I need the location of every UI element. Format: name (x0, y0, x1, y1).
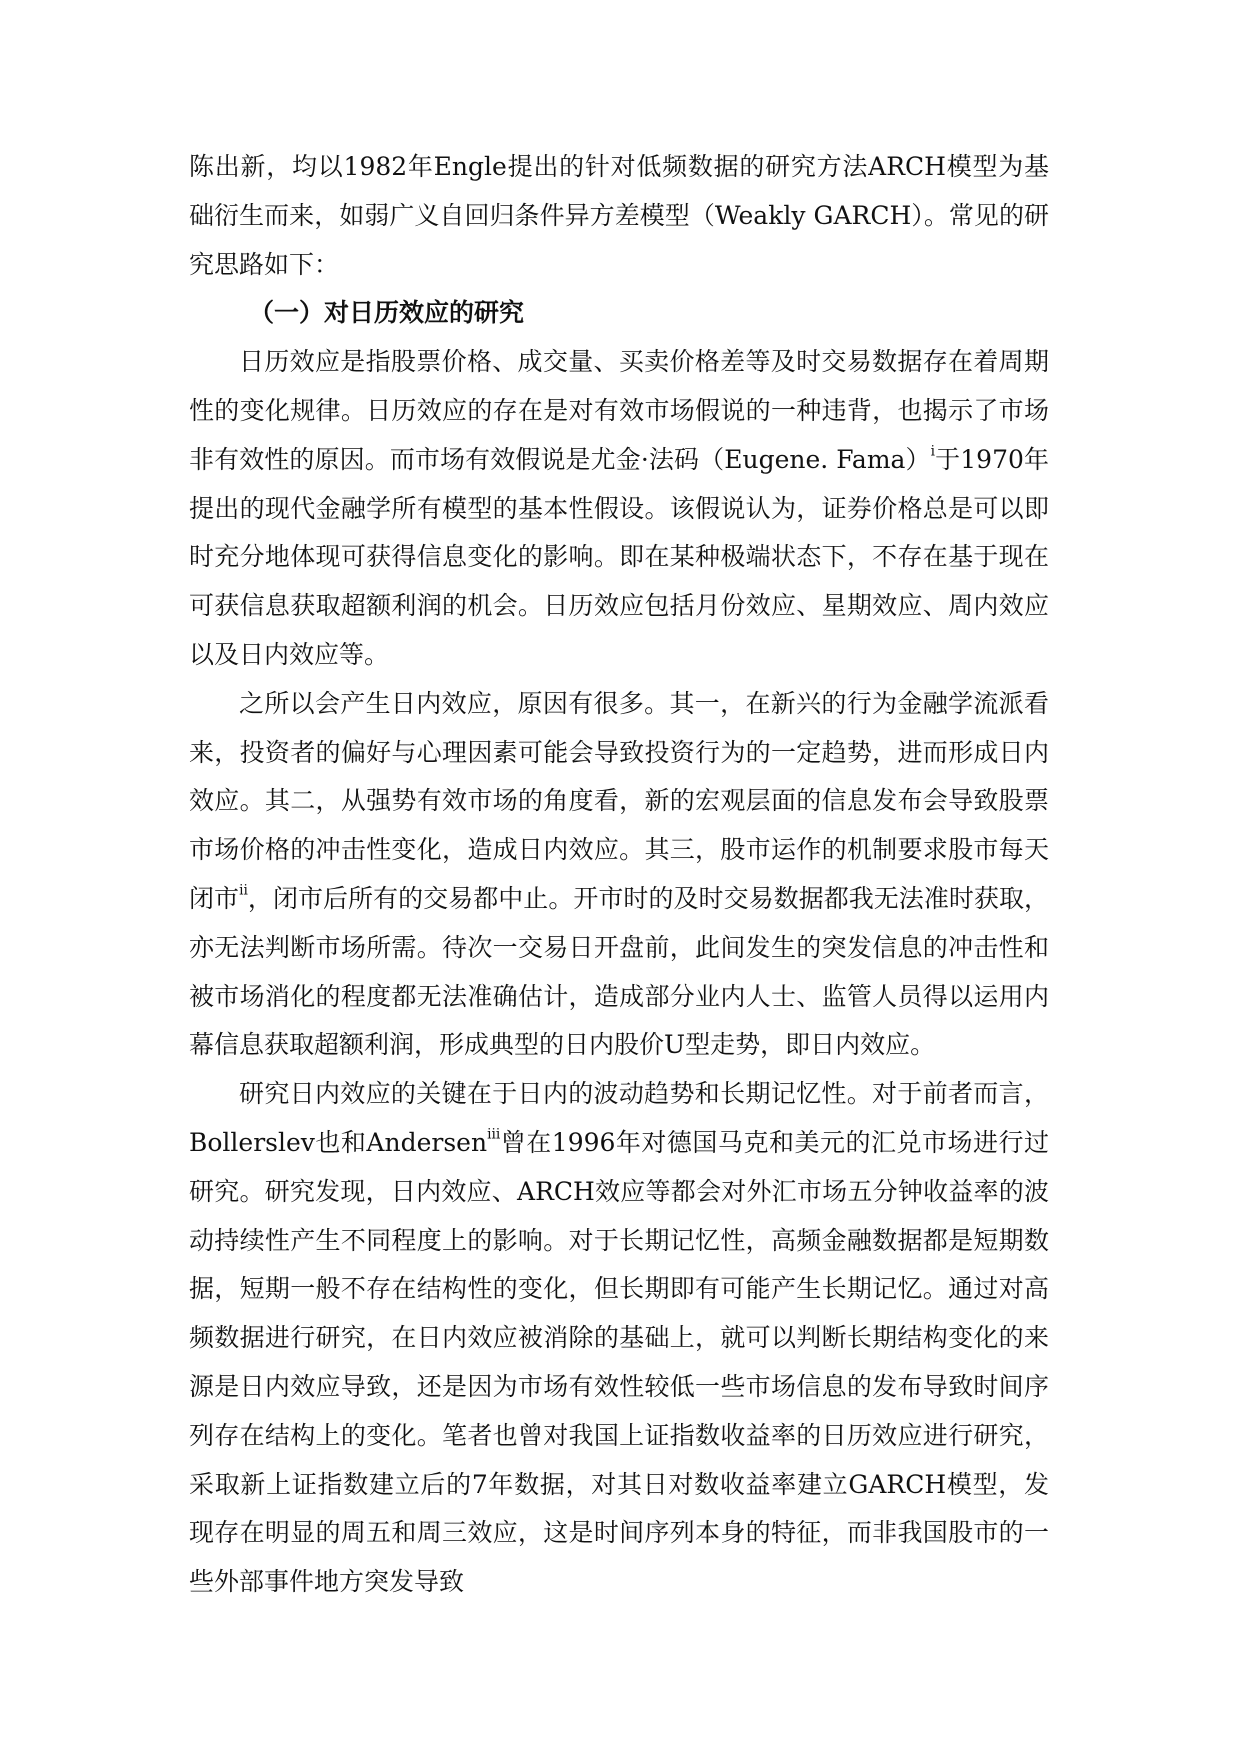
intraday-causes-paragraph (189, 680, 1049, 1070)
footnote-marker: iii (487, 1126, 501, 1143)
paragraph-text: 于1970年提出的现代金融学所有模型的基本性假设。该假说认为，证券价格总是可以即时充分地体现可获得信息变化的影响。即在某种极端状态下，不存在基于现在可获信息获取超额利润的机会。日历效应包括月份效应、星期效应、周内效应以及日内效应等。 (189, 444, 1049, 669)
footnote-marker: i (930, 443, 936, 460)
paragraph-text: 研究日内效应的关键在于日内的波动趋势和长期记忆性。对于前者而言，Bollerslev也和Andersen (189, 1079, 1049, 1157)
continuation-paragraph: 陈出新，均以1982年Engle提出的针对低频数据的研究方法ARCH模型为基础衍生而来，如弱广义自回归条件异方差模型（Weakly GARCH）。常见的研究思路如下： (189, 152, 1049, 279)
document-body (189, 143, 1049, 1607)
paragraph-text: 之所以会产生日内效应，原因有很多。其一，在新兴的行为金融学流派看来，投资者的偏好与心理因素可能会导致投资行为的一定趋势，进而形成日内效应。其二，从强势有效市场的角度看，新的宏观层面的信息发布会导致股票市场价格的冲击性变化，造成日内效应。其三，股市运作的机制要求股市每天闭市 (189, 688, 1049, 913)
paragraph-text: 曾在1996年对德国马克和美元的汇兑市场进行过研究。研究发现，日内效应、ARCH效应等都会对外汇市场五分钟收益率的波动持续性产生不同程度上的影响。对于长期记忆性，高频金融数据都是短期数据，短期一般不存在结构性的变化，但长期即有可能产生长期记忆。通过对高频数据进行研究，在日内效应被消除的基础上，就可以判断长期结构变化的来源是日内效应导致，还是因为市场有效性较低一些市场信息的发布导致时间序列存在结构上的变化。笔者也曾对我国上证指数收益率的日历效应进行研究，采取新上证指数建立后的7年数据，对其日对数收益率建立GARCH模型，发现存在明显的周五和周三效应，这是时间序列本身的特征，而非我国股市的一些外部事件地方突发导致 (189, 1127, 1049, 1597)
calendar-effect-paragraph (189, 338, 1049, 680)
section-heading: （一）对日历效应的研究 (249, 298, 525, 328)
paragraph-text: 日历效应是指股票价格、成交量、买卖价格差等及时交易数据存在着周期性的变化规律。日历效应的存在是对有效市场假说的一种违背，也揭示了市场非有效性的原因。而市场有效假说是尤金·法码（Eugene. Fama） (189, 347, 1049, 474)
research-key-paragraph (189, 1070, 1049, 1607)
footnote-marker: ii (239, 882, 248, 899)
paragraph-text: ，闭市后所有的交易都中止。开市时的及时交易数据都我无法准时获取，亦无法判断市场所需。待次一交易日开盘前，此间发生的突发信息的冲击性和被市场消化的程度都无法准确估计，造成部分业内人士、监管人员得以运用内幕信息获取超额利润，形成典型的日内股价U型走势，即日内效应。 (189, 883, 1049, 1060)
